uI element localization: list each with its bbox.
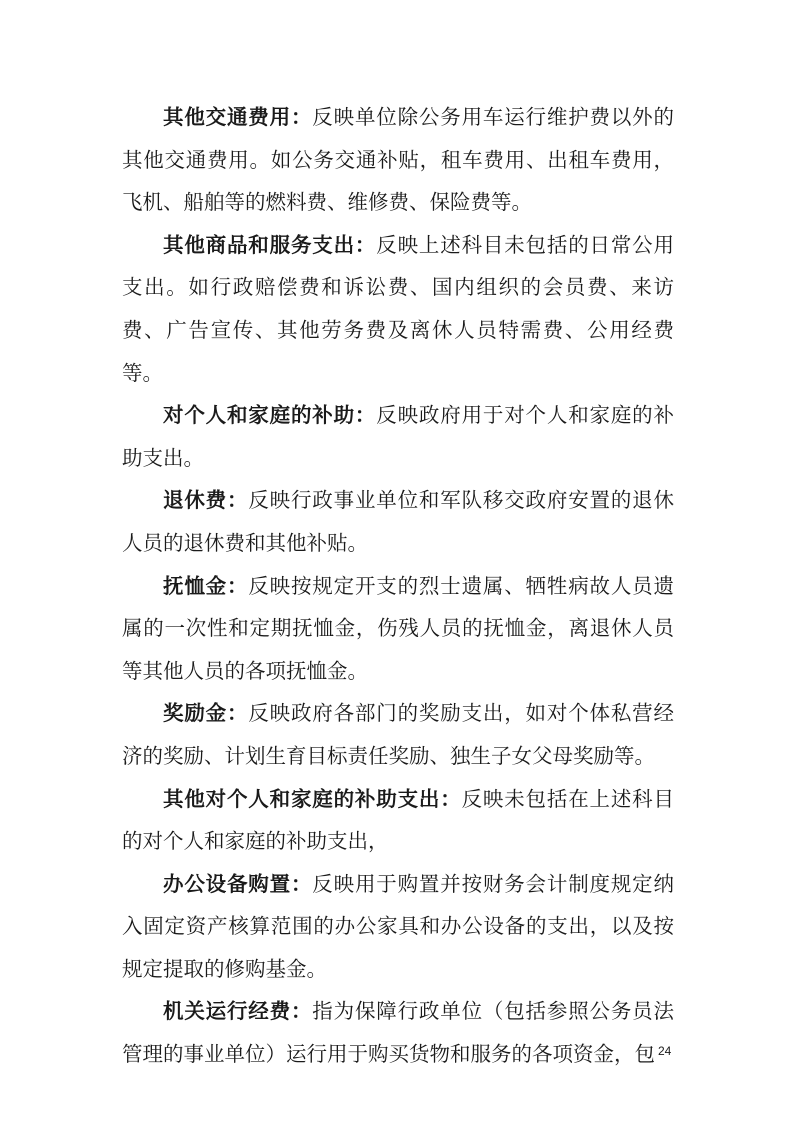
paragraph-personal-family-subsidy — [122, 394, 674, 479]
term-label: 其他交通费用： — [163, 105, 313, 129]
term-label: 机关运行经费： — [163, 999, 313, 1024]
paragraph-office-equipment — [122, 863, 674, 991]
paragraph-text: 指为保障行政单位（包括参照公务员法管理的事业单位）运行用于购买货物和服务的各项资金，包 — [122, 999, 675, 1067]
term-label: 退休费： — [163, 488, 249, 513]
paragraph-agency-operating-funds — [122, 990, 674, 1075]
paragraph-other-transport — [122, 96, 674, 224]
term-label: 对个人和家庭的补助： — [163, 403, 377, 428]
paragraph-bonus — [122, 692, 674, 777]
paragraph-text: 反映未包括在上述科目的对个人和家庭的补助支出， — [122, 786, 675, 854]
term-label: 其他商品和服务支出： — [163, 232, 377, 257]
term-label: 办公设备购置： — [163, 871, 313, 896]
paragraph-text: 反映用于购置并按财务会计制度规定纳入固定资产核算范围的办公家具和办公设备的支出，以及按规定提取的修购基金。 — [122, 871, 675, 981]
paragraph-text: 反映政府用于对个人和家庭的补助支出。 — [122, 403, 675, 470]
paragraph-other-goods-services — [122, 224, 674, 394]
paragraph-text: 反映按规定开支的烈士遗属、牺牲病故人员遗属的一次性和定期抚恤金，伤残人员的抚恤金，离退休人员等其他人员的各项抚恤金。 — [122, 573, 675, 683]
term-label: 其他对个人和家庭的补助支出： — [163, 786, 462, 811]
paragraph-other-personal-subsidy — [122, 778, 674, 863]
paragraph-text: 反映政府各部门的奖励支出，如对个体私营经济的奖励、计划生育目标责任奖励、独生子女父母奖励等。 — [122, 701, 675, 768]
paragraph-text: 反映上述科目未包括的日常公用支出。如行政赔偿费和诉讼费、国内组织的会员费、来访费、广告宣传、其他劳务费及离休人员特需费、公用经费等。 — [122, 232, 675, 385]
paragraph-pension — [122, 565, 674, 693]
page-number: 24 — [658, 1044, 672, 1058]
document-body — [122, 96, 674, 1076]
paragraph-text: 反映单位除公务用车运行维护费以外的其他交通费用。如公务交通补贴，租车费用、出租车费用，飞机、船舶等的燃料费、维修费、保险费等。 — [122, 105, 675, 215]
term-label: 抚恤金： — [163, 573, 249, 598]
paragraph-retirement-pay — [122, 479, 674, 564]
paragraph-text: 反映行政事业单位和军队移交政府安置的退休人员的退休费和其他补贴。 — [122, 488, 675, 555]
term-label: 奖励金： — [163, 701, 249, 726]
